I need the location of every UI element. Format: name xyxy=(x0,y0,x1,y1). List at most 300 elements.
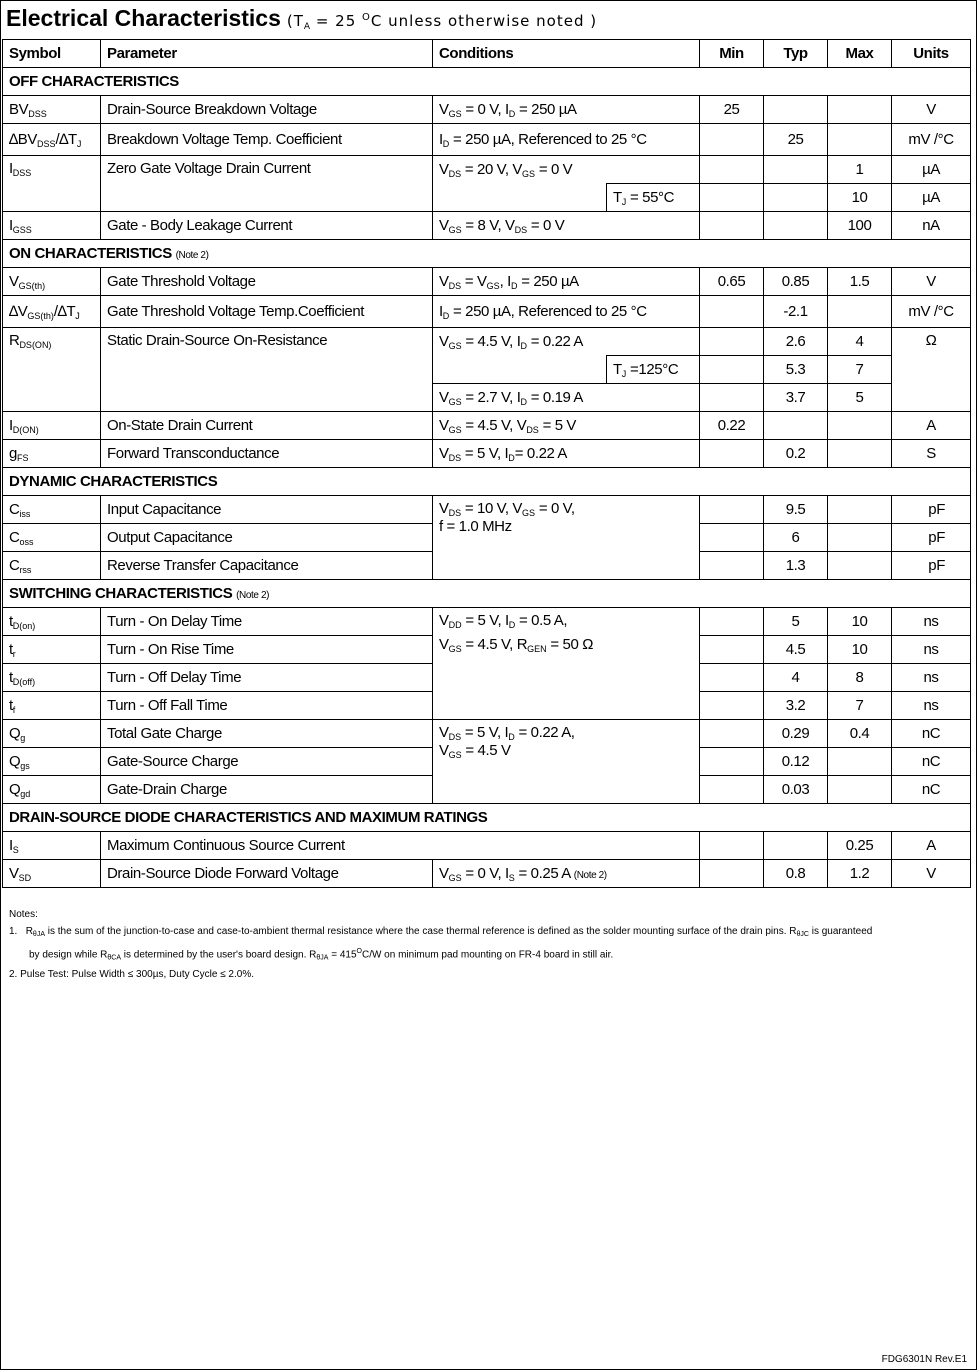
note-text: is guaranteed xyxy=(808,926,873,937)
typ-cell xyxy=(764,832,828,860)
symbol-sub: FS xyxy=(16,452,29,463)
parameter-cell: Forward Transconductance xyxy=(101,440,433,468)
symbol: /∆T xyxy=(53,302,76,320)
min-cell: 25 xyxy=(700,96,764,124)
cond-sub: D xyxy=(508,732,515,742)
conditions-cell xyxy=(433,412,700,440)
cond-text: = 4.5 V, I xyxy=(461,332,521,350)
symbol-cell xyxy=(3,636,101,664)
cond-sub: D xyxy=(520,340,527,351)
symbol-cell xyxy=(3,608,101,636)
cond-text: = 5 V xyxy=(538,416,577,434)
cond-text: = 0.19 A xyxy=(526,388,584,406)
min-cell xyxy=(700,328,764,356)
units-cell: ns xyxy=(892,692,971,720)
note-text: is the sum of the junction-to-case and case-to-ambient thermal resistance where the case thermal reference is defined as the solder mounting surface of the drain pins. R xyxy=(44,926,797,937)
section-row-dynamic xyxy=(3,468,971,496)
symbol: C xyxy=(9,500,20,518)
typ-cell xyxy=(764,156,828,184)
parameter-cell: Turn - Off Delay Time xyxy=(101,664,433,692)
cond-text: V xyxy=(439,742,449,759)
cond-sub: DS xyxy=(448,508,462,518)
cond-text: I xyxy=(439,130,443,148)
cond-text: = 0 V xyxy=(527,216,565,234)
symbol: V xyxy=(9,272,19,290)
max-cell xyxy=(828,496,892,524)
cond-text: V xyxy=(439,636,449,653)
cond-sub: DS xyxy=(514,224,528,235)
symbol-sub: GS(th) xyxy=(18,280,46,291)
note-1 xyxy=(9,923,959,943)
symbol-sub: DSS xyxy=(12,168,32,178)
cond-text: = 0 V xyxy=(535,160,573,178)
section-note: (Note 2) xyxy=(175,250,209,261)
parameter-cell: Drain-Source Breakdown Voltage xyxy=(101,96,433,124)
conditions-cell xyxy=(433,328,700,356)
symbol-sub: J xyxy=(75,310,80,321)
note-sub: θJA xyxy=(316,954,329,962)
typ-cell: 9.5 xyxy=(764,496,828,524)
parameter-cell: Gate Threshold Voltage xyxy=(101,268,433,296)
title-main: Electrical Characteristics xyxy=(6,5,281,31)
symbol-sub: GS(th) xyxy=(27,310,54,321)
cond-text: = V xyxy=(461,272,487,290)
min-cell xyxy=(700,692,764,720)
note-text: C/W on minimum pad mounting on FR-4 board in still air. xyxy=(361,949,614,961)
header-max: Max xyxy=(828,40,892,68)
min-cell xyxy=(700,748,764,776)
note-sub: θJA xyxy=(32,931,45,938)
cond-text: = 5 V, I xyxy=(461,724,509,741)
cond-sub: GS xyxy=(486,280,500,291)
units-cell: µA xyxy=(892,184,971,212)
conditions-cell xyxy=(433,384,700,412)
symbol-cell xyxy=(3,832,101,860)
max-cell xyxy=(828,96,892,124)
units-cell: mV /°C xyxy=(892,124,971,156)
table-row xyxy=(3,296,971,328)
min-cell: 0.22 xyxy=(700,412,764,440)
typ-cell: 0.85 xyxy=(764,268,828,296)
cond-text: V xyxy=(439,160,449,178)
symbol-sub: gd xyxy=(20,788,31,799)
note-sup: O xyxy=(356,948,362,955)
symbol: Q xyxy=(9,724,21,742)
min-cell xyxy=(700,296,764,328)
cond-text: = 250 µA xyxy=(515,100,577,118)
section-row-diode xyxy=(3,804,971,832)
symbol: t xyxy=(9,612,13,630)
typ-cell: 5 xyxy=(764,608,828,636)
header-min: Min xyxy=(700,40,764,68)
units-cell: mV /°C xyxy=(892,296,971,328)
typ-cell: 4.5 xyxy=(764,636,828,664)
parameter-cell: Static Drain-Source On-Resistance xyxy=(101,328,433,412)
max-cell xyxy=(828,296,892,328)
conditions-cell xyxy=(433,124,700,156)
typ-cell: 1.3 xyxy=(764,552,828,580)
symbol-cell xyxy=(3,268,101,296)
min-cell: 0.65 xyxy=(700,268,764,296)
max-cell: 7 xyxy=(828,692,892,720)
max-cell: 4 xyxy=(828,328,892,356)
cond-sub: GS xyxy=(448,224,462,235)
cond-sub: DS xyxy=(526,424,539,435)
cond-sub: GS xyxy=(448,424,462,435)
cond-note: (Note 2) xyxy=(573,869,607,881)
section-title-cell xyxy=(3,240,971,268)
max-cell: 8 xyxy=(828,664,892,692)
conditions-cell xyxy=(433,440,700,468)
title-cond-mid: = 25 xyxy=(310,12,363,30)
cond-text: T xyxy=(613,360,622,378)
typ-cell: 6 xyxy=(764,524,828,552)
parameter-cell: Gate - Body Leakage Current xyxy=(101,212,433,240)
min-cell xyxy=(700,156,764,184)
units-cell: A xyxy=(892,412,971,440)
symbol-cell xyxy=(3,776,101,804)
units-cell: µA xyxy=(892,156,971,184)
cond-sub: D xyxy=(510,280,518,291)
table-row xyxy=(3,328,971,356)
header-typ: Typ xyxy=(764,40,828,68)
symbol-sub: J xyxy=(76,138,82,149)
typ-cell: 5.3 xyxy=(764,356,828,384)
max-cell xyxy=(828,440,892,468)
title-cond-suffix: C unless otherwise noted ) xyxy=(370,12,598,30)
table-row xyxy=(3,832,971,860)
symbol-sub: f xyxy=(12,704,16,715)
min-cell xyxy=(700,496,764,524)
symbol-sub: DSS xyxy=(37,138,56,149)
parameter-cell: Total Gate Charge xyxy=(101,720,433,748)
cond-text: = 250 µA xyxy=(517,272,579,290)
symbol-sub: rss xyxy=(19,564,32,575)
table-row xyxy=(3,212,971,240)
title-conditions xyxy=(287,12,597,30)
typ-cell: 0.29 xyxy=(764,720,828,748)
conditions-cell xyxy=(433,156,700,184)
cond-sub: J xyxy=(621,196,627,207)
max-cell: 0.25 xyxy=(828,832,892,860)
min-cell xyxy=(700,608,764,636)
max-cell xyxy=(828,748,892,776)
parameter-cell: Gate-Source Charge xyxy=(101,748,433,776)
symbol-sub: gs xyxy=(20,760,30,771)
cond-text: = 250 µA, Referenced to 25 °C xyxy=(449,130,647,148)
cond-text: = 0.25 A xyxy=(514,864,570,882)
cond-text: V xyxy=(439,444,449,462)
typ-cell: 2.6 xyxy=(764,328,828,356)
cond-text: = 0 V, I xyxy=(461,864,509,882)
parameter-cell: On-State Drain Current xyxy=(101,412,433,440)
temp-condition-cell xyxy=(607,184,700,212)
units-cell: S xyxy=(892,440,971,468)
max-cell: 7 xyxy=(828,356,892,384)
min-cell xyxy=(700,184,764,212)
units-cell: ns xyxy=(892,636,971,664)
max-cell: 1.2 xyxy=(828,860,892,888)
symbol-cell xyxy=(3,860,101,888)
section-row-off xyxy=(3,68,971,96)
cond-sub: D xyxy=(508,108,516,119)
typ-cell: 4 xyxy=(764,664,828,692)
symbol-sub: D(off) xyxy=(12,676,36,687)
cond-text: = 50 Ω xyxy=(546,636,594,653)
symbol-cell xyxy=(3,412,101,440)
cond-text: V xyxy=(439,724,449,741)
symbol-cell xyxy=(3,124,101,156)
cond-sub: DS xyxy=(448,168,462,179)
parameter-cell: Drain-Source Diode Forward Voltage xyxy=(101,860,433,888)
title-cond-sub: A xyxy=(303,22,311,32)
cond-text: = 4.5 V, R xyxy=(461,636,528,653)
cond-text: , I xyxy=(499,272,511,290)
symbol: /∆T xyxy=(55,130,77,148)
units-cell: nC xyxy=(892,776,971,804)
symbol: ∆V xyxy=(9,302,28,320)
max-cell: 10 xyxy=(828,608,892,636)
max-cell: 100 xyxy=(828,212,892,240)
cond-sub: GS xyxy=(448,872,462,883)
section-title: DRAIN-SOURCE DIODE CHARACTERISTICS AND MAXIMUM RATINGS xyxy=(3,804,971,832)
symbol-sub: S xyxy=(12,844,19,855)
min-cell xyxy=(700,524,764,552)
cond-text: = 0.22 A xyxy=(514,444,568,462)
min-cell xyxy=(700,212,764,240)
cond-text: = 20 V, V xyxy=(461,160,523,178)
cond-line xyxy=(439,612,693,630)
section-title: ON CHARACTERISTICS xyxy=(9,245,172,262)
header-symbol: Symbol xyxy=(3,40,101,68)
footer-revision: FDG6301N Rev.E1 xyxy=(881,1354,967,1365)
max-cell: 5 xyxy=(828,384,892,412)
cond-text: T xyxy=(613,188,622,206)
cond-text: V xyxy=(439,272,449,290)
symbol-cell xyxy=(3,156,101,212)
symbol-cell xyxy=(3,524,101,552)
symbol: BV xyxy=(9,100,29,118)
cond-sub: S xyxy=(508,872,515,883)
units-cell: V xyxy=(892,860,971,888)
note-sub: θCA xyxy=(107,954,121,962)
temp-condition-cell xyxy=(607,356,700,384)
symbol: t xyxy=(9,668,13,686)
cond-text: = 4.5 V, V xyxy=(461,416,527,434)
conditions-cell xyxy=(433,608,700,720)
symbol-sub: g xyxy=(20,732,26,743)
note-1-cont xyxy=(9,943,959,966)
typ-cell: 3.2 xyxy=(764,692,828,720)
cond-line xyxy=(439,724,693,742)
cond-sub: DS xyxy=(448,732,462,742)
symbol: Q xyxy=(9,752,21,770)
title-cond-sup: O xyxy=(362,12,371,23)
cond-sub: GS xyxy=(448,644,462,654)
symbol-sub: iss xyxy=(19,508,31,519)
table-row xyxy=(3,440,971,468)
cond-sub: D xyxy=(442,310,450,321)
table-row xyxy=(3,156,971,184)
table-header-row xyxy=(3,40,971,68)
section-title: DYNAMIC CHARACTERISTICS xyxy=(3,468,971,496)
cond-sub: GS xyxy=(448,396,462,407)
note-2: 2. Pulse Test: Pulse Width ≤ 300µs, Duty Cycle ≤ 2.0%. xyxy=(9,969,254,981)
cond-sub: GS xyxy=(448,340,462,351)
cond-sub: J xyxy=(621,368,627,379)
cond-text: = 0 V, xyxy=(535,500,575,517)
conditions-cell xyxy=(433,96,700,124)
typ-cell: 0.2 xyxy=(764,440,828,468)
units-cell: pF xyxy=(892,524,971,552)
min-cell xyxy=(700,720,764,748)
conditions-cell xyxy=(433,212,700,240)
page-title xyxy=(6,5,597,32)
units-cell: Ω xyxy=(892,328,971,412)
max-cell: 10 xyxy=(828,184,892,212)
table-row xyxy=(3,608,971,636)
note-text: R xyxy=(25,926,33,937)
cond-text: = 10 V, V xyxy=(461,500,523,517)
note-sub: θJC xyxy=(796,931,809,938)
typ-cell xyxy=(764,212,828,240)
symbol-cell xyxy=(3,328,101,412)
symbol-sub: GSS xyxy=(12,224,32,235)
typ-cell: 0.8 xyxy=(764,860,828,888)
cond-text: V xyxy=(439,416,449,434)
max-cell xyxy=(828,552,892,580)
parameter-cell: Breakdown Voltage Temp. Coefficient xyxy=(101,124,433,156)
conditions-cell xyxy=(433,496,700,580)
table-row xyxy=(3,860,971,888)
symbol: I xyxy=(9,216,13,234)
notes xyxy=(9,906,959,983)
cond-text: I xyxy=(439,302,443,320)
min-cell xyxy=(700,356,764,384)
units-cell: ns xyxy=(892,608,971,636)
symbol: g xyxy=(9,444,17,462)
units-cell: A xyxy=(892,832,971,860)
parameter-cell: Maximum Continuous Source Current xyxy=(101,832,700,860)
cond-text: = 0 V, I xyxy=(461,100,509,118)
note-text: = 415 xyxy=(328,949,357,961)
section-title: OFF CHARACTERISTICS xyxy=(3,68,971,96)
min-cell xyxy=(700,776,764,804)
table-row xyxy=(3,496,971,524)
symbol-sub: oss xyxy=(19,536,34,547)
units-cell: V xyxy=(892,96,971,124)
notes-title: Notes: xyxy=(9,909,38,920)
parameter-cell: Output Capacitance xyxy=(101,524,433,552)
section-row-on xyxy=(3,240,971,268)
symbol: I xyxy=(9,160,13,177)
symbol-sub: D(on) xyxy=(12,620,36,631)
conditions-cell xyxy=(433,860,700,888)
symbol-cell xyxy=(3,552,101,580)
typ-cell: 0.12 xyxy=(764,748,828,776)
units-cell: V xyxy=(892,268,971,296)
parameter-cell: Gate Threshold Voltage Temp.Coefficient xyxy=(101,296,433,328)
section-note: (Note 2) xyxy=(236,590,270,601)
section-title: SWITCHING CHARACTERISTICS xyxy=(9,585,233,602)
units-cell: nC xyxy=(892,748,971,776)
symbol-sub: DSS xyxy=(28,108,47,119)
cond-sub: GS xyxy=(522,168,536,179)
typ-cell: 0.03 xyxy=(764,776,828,804)
cond-text: =125°C xyxy=(626,360,679,378)
cond-sub: GS xyxy=(448,750,462,760)
cond-line xyxy=(439,636,693,654)
typ-cell: 3.7 xyxy=(764,384,828,412)
min-cell xyxy=(700,440,764,468)
cond-sub: D xyxy=(520,396,527,407)
typ-cell: 25 xyxy=(764,124,828,156)
units-cell: nA xyxy=(892,212,971,240)
cond-sub: DD xyxy=(448,620,462,630)
symbol: I xyxy=(9,836,13,854)
cond-text: V xyxy=(439,500,449,517)
table-row xyxy=(3,268,971,296)
cond-text: = 0.22 A xyxy=(526,332,584,350)
section-row-switching xyxy=(3,580,971,608)
typ-cell xyxy=(764,412,828,440)
cond-text: = 0.22 A, xyxy=(514,724,575,741)
cond-text: V xyxy=(439,612,449,629)
table-row xyxy=(3,720,971,748)
symbol-sub: D(ON) xyxy=(12,424,39,435)
symbol-cell xyxy=(3,748,101,776)
cond-line: f = 1.0 MHz xyxy=(439,518,512,535)
min-cell xyxy=(700,636,764,664)
note-text: is determined by the user's board design. R xyxy=(121,949,317,961)
max-cell xyxy=(828,524,892,552)
cond-line xyxy=(439,742,693,760)
symbol: C xyxy=(9,528,20,546)
min-cell xyxy=(700,552,764,580)
note-number: 1. xyxy=(9,926,18,937)
parameter-cell: Gate-Drain Charge xyxy=(101,776,433,804)
cond-sub: D xyxy=(508,620,516,630)
cond-sub: DS xyxy=(448,452,462,463)
cond-sub: GS xyxy=(448,108,462,119)
max-cell xyxy=(828,412,892,440)
parameter-cell: Zero Gate Voltage Drain Current xyxy=(101,156,433,212)
symbol-sub: DS(ON) xyxy=(19,340,52,350)
units-cell: pF xyxy=(892,552,971,580)
cond-text: = 8 V, V xyxy=(461,216,515,234)
conditions-cell xyxy=(433,296,700,328)
cond-text: V xyxy=(439,100,449,118)
cond-text: = 55°C xyxy=(626,188,675,206)
symbol-cell xyxy=(3,496,101,524)
units-cell: pF xyxy=(892,496,971,524)
conditions-cell xyxy=(433,268,700,296)
min-cell xyxy=(700,664,764,692)
max-cell: 0.4 xyxy=(828,720,892,748)
header-parameter: Parameter xyxy=(101,40,433,68)
symbol-cell xyxy=(3,212,101,240)
symbol: C xyxy=(9,556,20,574)
min-cell xyxy=(700,860,764,888)
max-cell: 1 xyxy=(828,156,892,184)
cond-text: V xyxy=(439,864,449,882)
max-cell xyxy=(828,776,892,804)
cond-text: = 0.5 A, xyxy=(515,612,568,629)
cond-sub: GEN xyxy=(527,644,547,654)
cond-sub: D xyxy=(508,452,515,463)
parameter-cell: Input Capacitance xyxy=(101,496,433,524)
units-cell: nC xyxy=(892,720,971,748)
